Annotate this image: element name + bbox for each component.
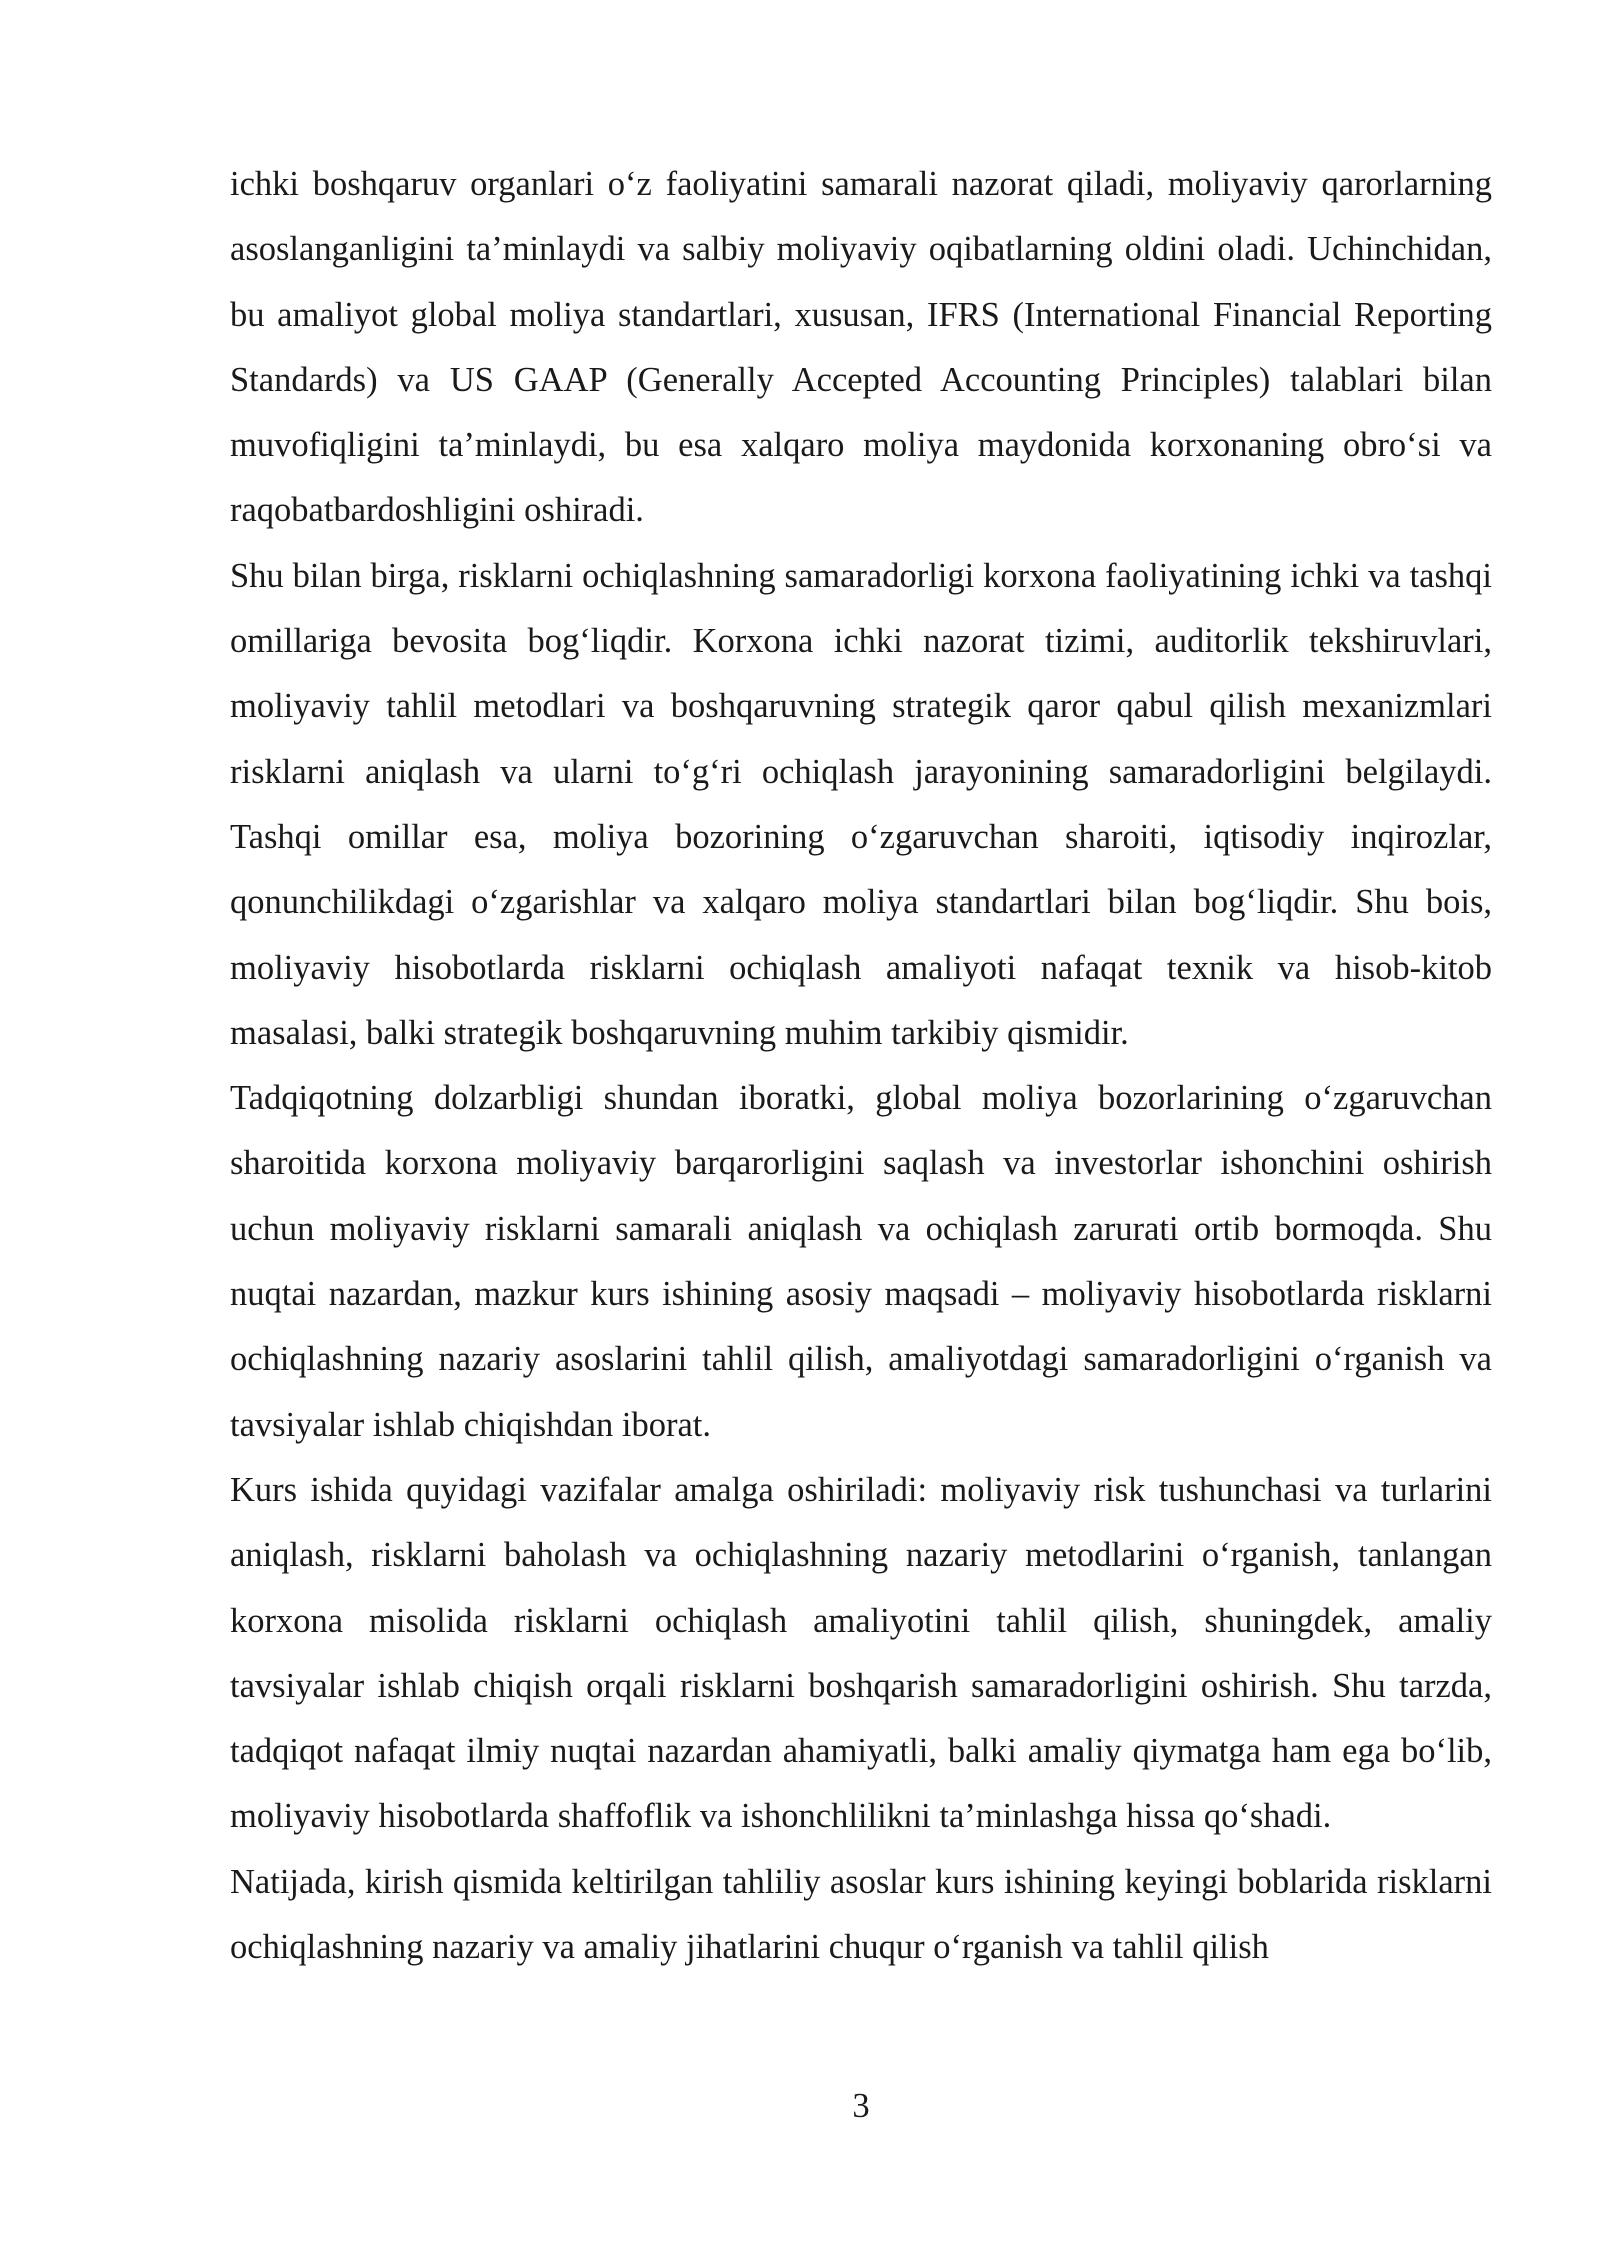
paragraph-4: Kurs ishida quyidagi vazifalar amalga oshiriladi: moliyaviy risk tushunchasi va turlarini aniqlash, risklarni baholash va ochiqlashning nazariy metodlarini o‘rganish, tanlangan korxona misolida risklarni ochiqlash amaliyotini tahlil qilish, shuningdek, amaliy tavsiyalar ishlab chiqish orqali risklarni boshqarish samaradorligini oshirish. Shu tarzda, tadqiqot nafaqat ilmiy nuqtai nazardan ahamiyatli, balki amaliy qiymatga ham ega bo‘lib, moliyaviy hisobotlarda shaffoflik va ishonchlilikni ta’minlashga hissa qo‘shadi. — [230, 1470, 1492, 1836]
paragraph-1: ichki boshqaruv organlari o‘z faoliyatini samarali nazorat qiladi, moliyaviy qarorlarning asoslanganligini ta’minlaydi va salbiy moliyaviy oqibatlarning oldini oladi. Uchinchidan, bu amaliyot global moliya standartlari, xususan, IFRS (International Financial Reporting Standards) va US GAAP (Generally Accepted Accounting Principles) talablari bilan muvofiqligini ta’minlaydi, bu esa xalqaro moliya maydonida korxonaning obro‘si va raqobatbardoshligini oshiradi. — [230, 165, 1492, 530]
paragraph-5: Natijada, kirish qismida keltirilgan tahliliy asoslar kurs ishining keyingi boblarida risklarni ochiqlashning nazariy va amaliy jihatlarini chuqur o‘rganish va tahlil qilish — [230, 1862, 1492, 1967]
body-text — [230, 152, 1492, 1980]
paragraph-3: Tadqiqotning dolzarbligi shundan iboratki, global moliya bozorlarining o‘zgaruvchan sharoitida korxona moliyaviy barqarorligini saqlash va investorlar ishonchini oshirish uchun moliyaviy risklarni samarali aniqlash va ochiqlash zarurati ortib bormoqda. Shu nuqtai nazardan, mazkur kurs ishining asosiy maqsadi – moliyaviy hisobotlarda risklarni ochiqlashning nazariy asoslarini tahlil qilish, amaliyotdagi samaradorligini o‘rganish va tavsiyalar ishlab chiqishdan iborat. — [230, 1079, 1492, 1444]
page-number: 3 — [852, 2087, 870, 2125]
paragraph-2: Shu bilan birga, risklarni ochiqlashning samaradorligi korxona faoliyatining ichki va tashqi omillariga bevosita bog‘liqdir. Korxona ichki nazorat tizimi, auditorlik tekshiruvlari, moliyaviy tahlil metodlari va boshqaruvning strategik qaror qabul qilish mexanizmlari risklarni aniqlash va ularni to‘g‘ri ochiqlash jarayonining samaradorligini belgilaydi. Tashqi omillar esa, moliya bozorining o‘zgaruvchan sharoiti, iqtisodiy inqirozlar, qonunchilikdagi o‘zgarishlar va xalqaro moliya standartlari bilan bog‘liqdir. Shu bois, moliyaviy hisobotlarda risklarni ochiqlash amaliyoti nafaqat texnik va hisob-kitob masalasi, balki strategik boshqaruvning muhim tarkibiy qismidir. — [230, 556, 1492, 1052]
